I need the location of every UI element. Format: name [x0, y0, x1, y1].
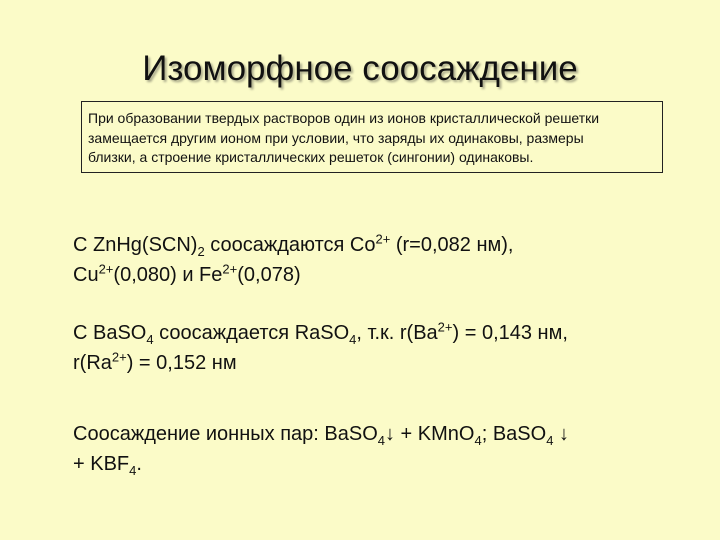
superscript: 2+ — [111, 349, 127, 365]
definition-line-1: При образовании твердых растворов один из ионов кристаллической решетки — [88, 110, 600, 126]
text-run: . — [136, 453, 142, 475]
paragraph-1-line-2 — [73, 260, 693, 290]
subscript: 2 — [197, 244, 205, 259]
text-run: (r=0,082 нм), — [390, 234, 514, 256]
text-run: Соосаждение ионных пар: BaSO — [73, 423, 378, 445]
definition-line-2: замещается другим ионом при условии, что заряды их одинаковы, размеры — [88, 129, 584, 146]
text-run: ↓ + KMnO — [384, 423, 475, 445]
subscript: 4 — [377, 433, 385, 448]
text-run: (0,078) — [237, 264, 301, 286]
paragraph-2-line-2 — [73, 348, 693, 378]
slide-title: Изоморфное соосаждение — [142, 49, 578, 88]
subscript: 4 — [546, 433, 554, 448]
text-run: , т.к. r(Ba — [356, 322, 438, 344]
paragraph-3-line-2 — [73, 449, 693, 479]
text-run: С BaSO — [73, 322, 147, 344]
subscript: 4 — [146, 332, 154, 347]
text-run: С ZnHg(SCN) — [73, 234, 198, 256]
superscript: 2+ — [437, 319, 453, 335]
paragraph-zn-hg-scn — [73, 230, 693, 290]
text-run: ↓ — [553, 423, 569, 445]
superscript: 2+ — [375, 231, 391, 247]
subscript: 4 — [349, 332, 357, 347]
subscript: 4 — [129, 463, 137, 478]
superscript: 2+ — [222, 261, 238, 277]
text-run: (0,080) и Fe — [113, 264, 223, 286]
definition-line-3: близки, а строение кристаллических решеток (сингонии) одинаковы. — [88, 149, 534, 165]
text-run: r(Ra — [73, 352, 112, 374]
text-run: соосаждается RaSO — [153, 322, 350, 344]
paragraph-ion-pairs — [73, 419, 693, 479]
text-run: ; BaSO — [481, 423, 547, 445]
text-run: Cu — [73, 264, 99, 286]
paragraph-2-line-1 — [73, 318, 693, 348]
text-run: соосаждаются Со — [204, 234, 376, 256]
definition-box — [81, 101, 663, 173]
superscript: 2+ — [98, 261, 114, 277]
paragraph-1-line-1 — [73, 230, 693, 260]
text-run: + KBF — [73, 453, 130, 475]
text-run: ) = 0,143 нм, — [452, 322, 568, 344]
subscript: 4 — [474, 433, 482, 448]
text-run: ) = 0,152 нм — [126, 352, 237, 374]
paragraph-3-line-1 — [73, 419, 693, 449]
paragraph-baso4 — [73, 318, 693, 378]
